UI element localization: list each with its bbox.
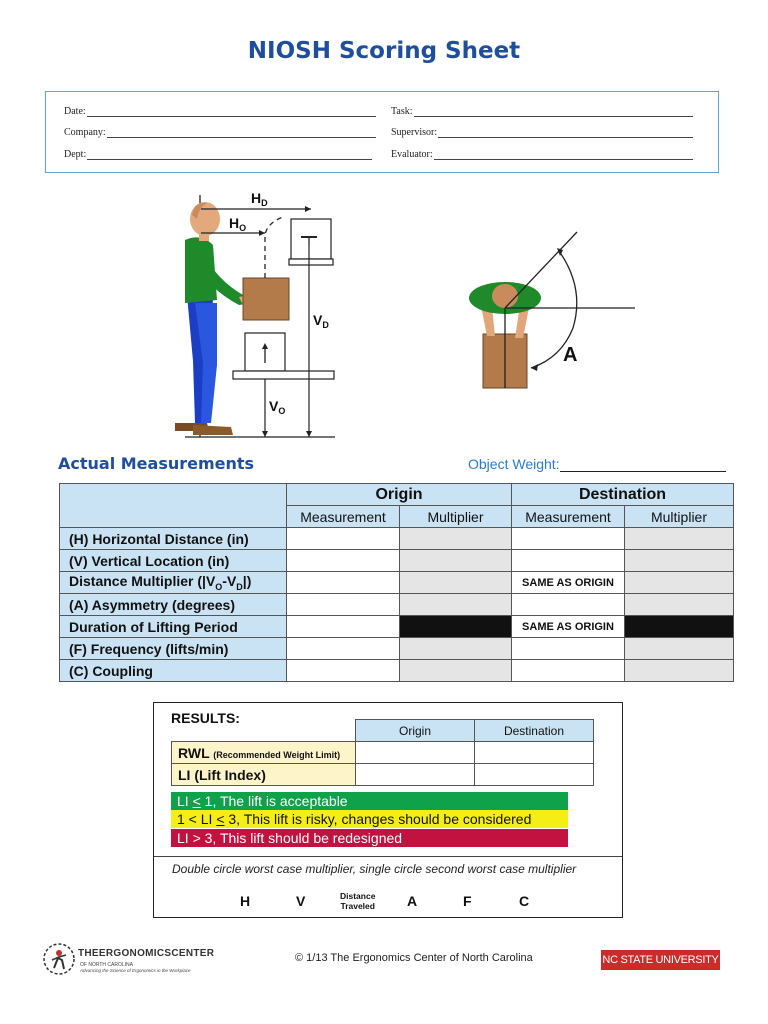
svg-text:VD — [313, 312, 329, 330]
cell-v-origin-measurement[interactable] — [287, 550, 400, 572]
cell-c-dest-measurement[interactable] — [512, 660, 625, 682]
table-corner — [60, 484, 287, 528]
evaluator-line — [434, 150, 693, 160]
ho-sub: O — [239, 223, 247, 233]
cell-f-dest-multiplier[interactable] — [625, 638, 734, 660]
copyright-text: © 1/13 The Ergonomics Center of North Carolina — [295, 952, 533, 964]
evaluator-field[interactable] — [391, 149, 693, 160]
hd-sub: D — [261, 198, 268, 208]
company-line — [107, 128, 376, 138]
table-row — [60, 594, 734, 616]
origin-header: Origin — [287, 484, 512, 506]
cell-v-dest-multiplier[interactable] — [625, 550, 734, 572]
task-line — [414, 107, 693, 117]
results-title: RESULTS: — [171, 710, 240, 726]
svg-text:HO — [229, 215, 246, 233]
object-weight-field[interactable] — [468, 456, 726, 472]
li-acceptable-bar: LI < 1, The lift is acceptable — [171, 792, 568, 810]
destination-multiplier-header: Multiplier — [625, 506, 734, 528]
li-redesign-bar: LI > 3, This lift should be redesigned — [171, 829, 568, 847]
asymmetry-top-diagram — [465, 228, 640, 393]
origin-measurement-header: Measurement — [287, 506, 400, 528]
letter-h[interactable]: H — [240, 893, 251, 909]
origin-multiplier-header: Multiplier — [400, 506, 512, 528]
rwl-label: RWL (Recommended Weight Limit) — [172, 742, 356, 764]
cell-dur-origin-blocked — [400, 616, 512, 638]
li-origin-cell[interactable] — [356, 764, 475, 786]
rwl-destination-cell[interactable] — [475, 742, 594, 764]
cell-a-origin-multiplier[interactable] — [400, 594, 512, 616]
row-label-vertical: (V) Vertical Location (in) — [60, 550, 287, 572]
cell-f-origin-measurement[interactable] — [287, 638, 400, 660]
company-field[interactable] — [64, 127, 376, 138]
date-field[interactable] — [64, 106, 376, 117]
company-label: Company: — [64, 127, 106, 138]
dept-field[interactable] — [64, 149, 372, 160]
cell-v-dest-measurement[interactable] — [512, 550, 625, 572]
date-line — [87, 107, 376, 117]
results-corner — [172, 720, 356, 742]
evaluator-label: Evaluator: — [391, 149, 433, 160]
table-row — [60, 550, 734, 572]
cell-h-origin-measurement[interactable] — [287, 528, 400, 550]
lifting-side-diagram — [165, 185, 350, 445]
row-label-duration: Duration of Lifting Period — [60, 616, 287, 638]
vo-label: V — [269, 398, 279, 414]
object-weight-line — [560, 459, 726, 472]
cell-v-origin-multiplier[interactable] — [400, 550, 512, 572]
cell-h-dest-multiplier[interactable] — [625, 528, 734, 550]
supervisor-label: Supervisor: — [391, 127, 438, 138]
vd-sub: D — [322, 320, 329, 330]
letter-f[interactable]: F — [463, 893, 472, 909]
ergonomics-center-logo-icon — [42, 942, 76, 976]
ho-label: H — [229, 215, 240, 231]
svg-text:HD — [251, 190, 268, 208]
cell-dm-dest-multiplier[interactable] — [625, 572, 734, 594]
table-row — [60, 638, 734, 660]
supervisor-line — [438, 128, 693, 138]
vo-sub: O — [278, 406, 286, 416]
cell-dur-same-as-origin: SAME AS ORIGIN — [512, 616, 625, 638]
cell-h-dest-measurement[interactable] — [512, 528, 625, 550]
table-row — [60, 528, 734, 550]
row-label-frequency: (F) Frequency (lifts/min) — [60, 638, 287, 660]
cell-c-origin-measurement[interactable] — [287, 660, 400, 682]
results-table — [171, 719, 594, 786]
circle-instructions: Double circle worst case multiplier, single circle second worst case multiplier — [172, 862, 577, 876]
task-field[interactable] — [391, 106, 693, 117]
row-label-horizontal: (H) Horizontal Distance (in) — [60, 528, 287, 550]
svg-text:VO — [269, 398, 285, 416]
cell-dm-same-as-origin: SAME AS ORIGIN — [512, 572, 625, 594]
destination-header: Destination — [512, 484, 734, 506]
angle-label: A — [563, 344, 578, 366]
cell-f-origin-multiplier[interactable] — [400, 638, 512, 660]
vd-label: V — [313, 312, 323, 328]
row-label-distance-multiplier: Distance Multiplier $(|V_O-V_D|)$ — [60, 572, 287, 594]
cell-dur-dest-blocked — [625, 616, 734, 638]
cell-c-dest-multiplier[interactable] — [625, 660, 734, 682]
supervisor-field[interactable] — [391, 127, 693, 138]
li-label: LI (Lift Index) — [172, 764, 356, 786]
letter-v[interactable]: V — [296, 893, 306, 909]
letter-a[interactable]: A — [407, 893, 418, 909]
row-label-coupling: (C) Coupling — [60, 660, 287, 682]
dept-line — [87, 150, 372, 160]
table-row — [60, 616, 734, 638]
cell-c-origin-multiplier[interactable] — [400, 660, 512, 682]
cell-h-origin-multiplier[interactable] — [400, 528, 512, 550]
ergonomics-center-sub: OF NORTH CAROLINA — [80, 962, 133, 968]
row-label-asymmetry: (A) Asymmetry (degrees) — [60, 594, 287, 616]
letter-c[interactable]: C — [519, 893, 530, 909]
ergonomics-center-name: THEERGONOMICSCENTER — [78, 948, 215, 959]
cell-a-dest-multiplier[interactable] — [625, 594, 734, 616]
task-label: Task: — [391, 106, 413, 117]
results-origin-header: Origin — [356, 720, 475, 742]
li-risky-bar: 1 < LI < 3, This lift is risky, changes should be considered — [171, 810, 568, 828]
table-row — [60, 660, 734, 682]
dept-label: Dept: — [64, 149, 87, 160]
li-destination-cell[interactable] — [475, 764, 594, 786]
cell-dur-origin-measurement[interactable] — [287, 616, 400, 638]
destination-measurement-header: Measurement — [512, 506, 625, 528]
date-label: Date: — [64, 106, 86, 117]
cell-dm-origin-multiplier[interactable] — [400, 572, 512, 594]
ergonomics-center-tagline: Advancing the Science of Ergonomics in the Workplace — [80, 968, 191, 973]
distance-traveled-label[interactable]: Distance Traveled — [340, 891, 376, 911]
ncsu-logo: NC STATE UNIVERSITY — [601, 950, 720, 970]
cell-a-origin-measurement[interactable] — [287, 594, 400, 616]
object-weight-label: Object Weight: — [468, 456, 560, 472]
results-destination-header: Destination — [475, 720, 594, 742]
page-title: NIOSH Scoring Sheet — [247, 38, 521, 64]
table-row — [60, 572, 734, 594]
rwl-origin-cell[interactable] — [356, 742, 475, 764]
cell-a-dest-measurement[interactable] — [512, 594, 625, 616]
results-divider — [154, 856, 622, 857]
measurements-table — [59, 483, 734, 682]
cell-f-dest-measurement[interactable] — [512, 638, 625, 660]
actual-measurements-heading: Actual Measurements — [58, 454, 255, 473]
cell-dm-origin-measurement[interactable] — [287, 572, 400, 594]
hd-label: H — [251, 190, 262, 206]
